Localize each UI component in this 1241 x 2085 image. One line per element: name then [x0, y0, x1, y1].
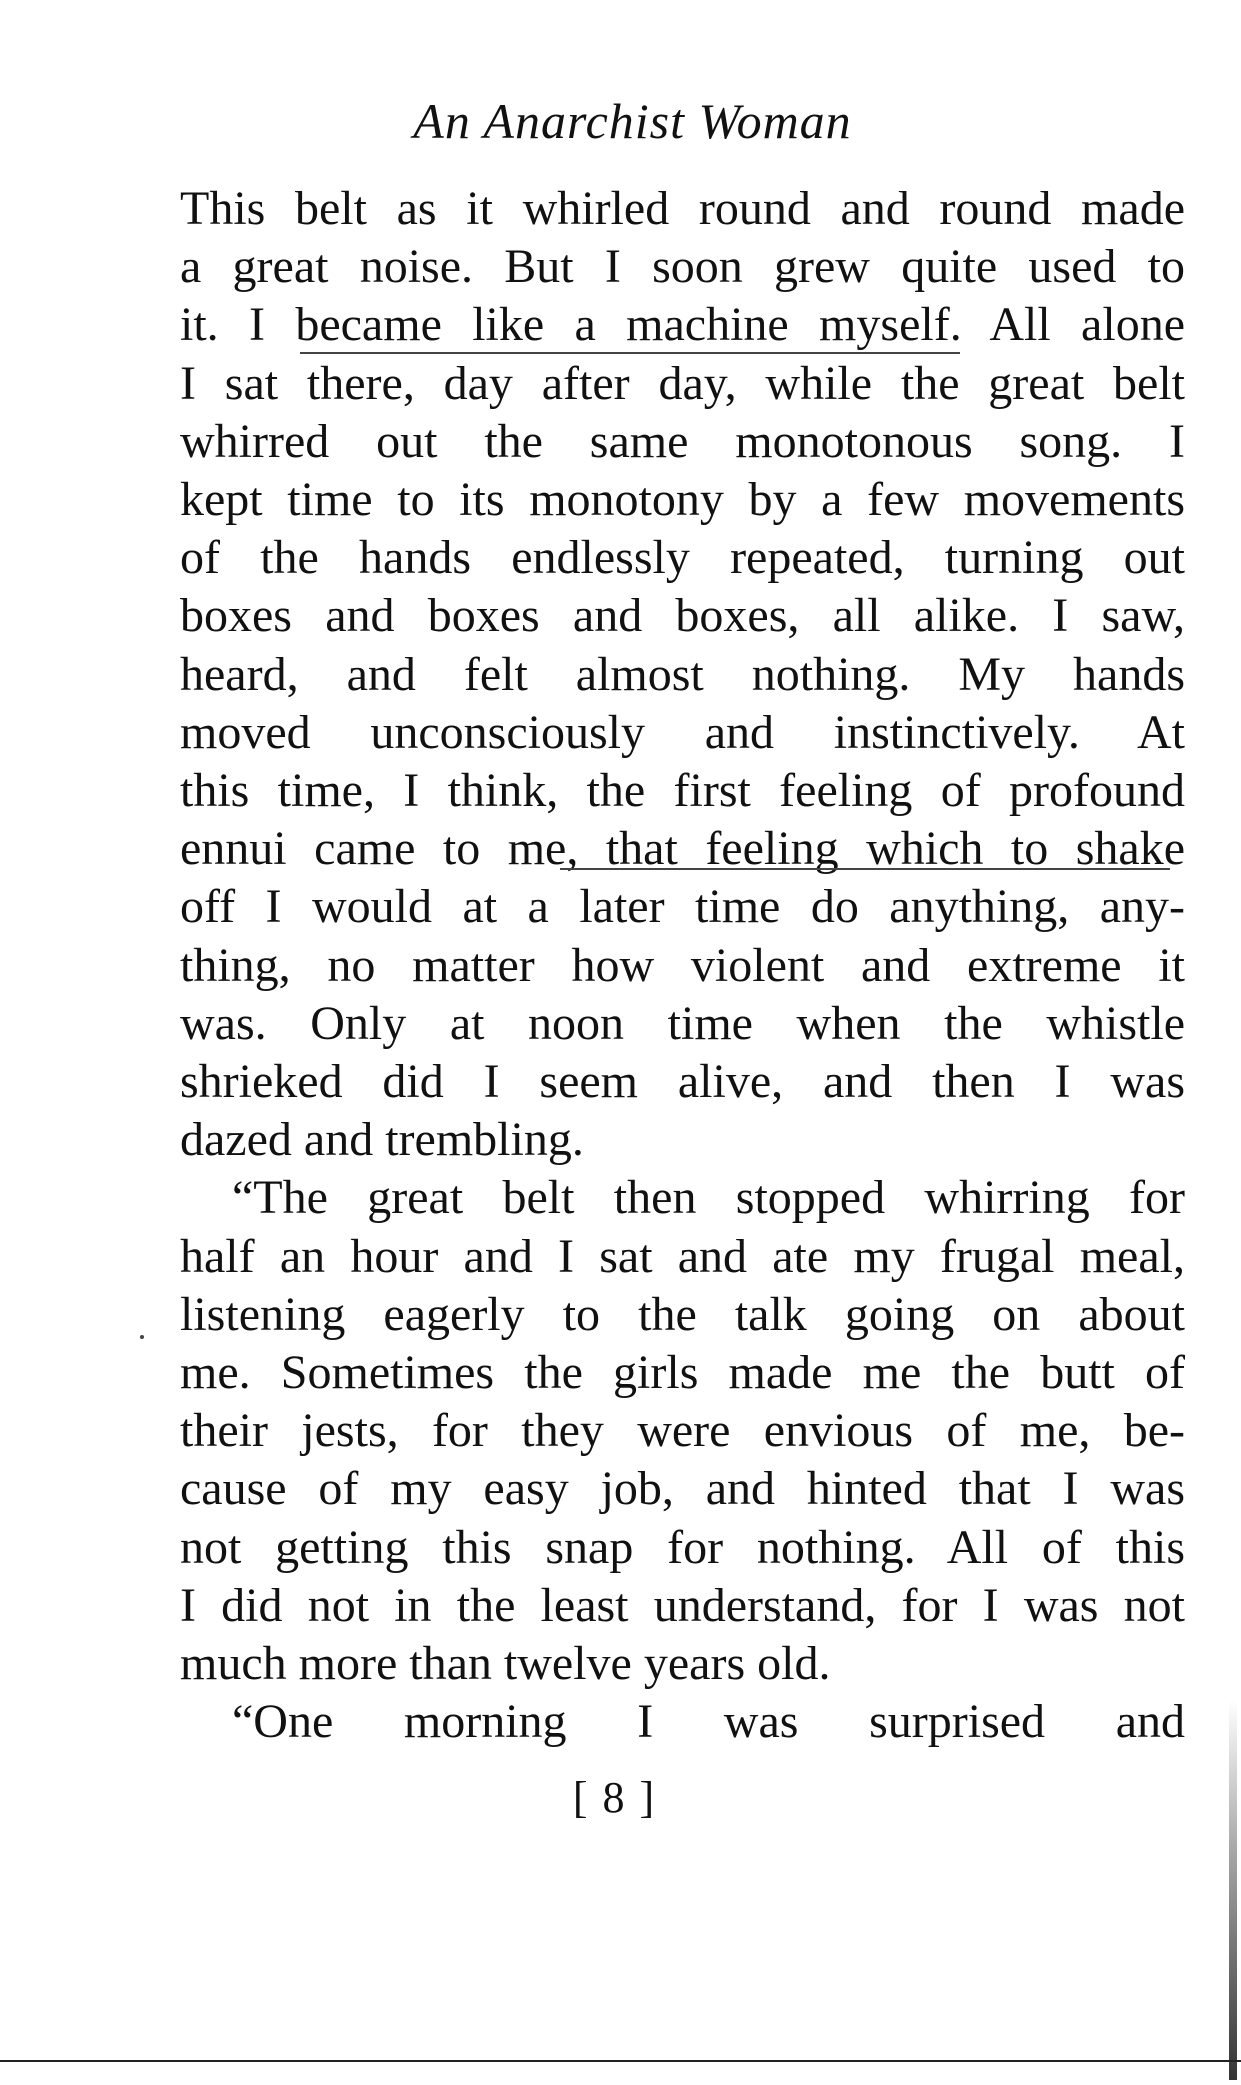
- text-line: boxes and boxes and boxes, all alike. I saw,: [180, 589, 1185, 643]
- page-edge-shadow: [1229, 1700, 1237, 2080]
- text-line: I sat there, day after day, while the great belt: [180, 356, 1185, 410]
- paragraph-end-line: much more than twelve years old.: [180, 1637, 831, 1691]
- paragraph-end-line: dazed and trembling.: [180, 1113, 584, 1167]
- text-line: their jests, for they were envious of me, be-: [180, 1404, 1185, 1458]
- page-body: [180, 180, 1185, 1751]
- text-line: kept time to its monotony by a few movements: [180, 473, 1185, 527]
- text-line: heard, and felt almost nothing. My hands: [180, 647, 1185, 701]
- text-line: I did not in the least understand, for I was not: [180, 1578, 1185, 1632]
- text-line: whirred out the same monotonous song. I: [180, 414, 1185, 468]
- text-line: it. I became like a machine myself. All alone: [180, 298, 1185, 352]
- paragraph-start-line: “The great belt then stopped whirring for: [232, 1171, 1185, 1225]
- text-line: listening eagerly to the talk going on about: [180, 1287, 1185, 1341]
- text-line: not getting this snap for nothing. All of this: [180, 1520, 1185, 1574]
- scan-speck: [140, 1335, 144, 1339]
- scan-bottom-edge: [0, 2060, 1241, 2062]
- text-line: moved unconsciously and instinctively. At: [180, 705, 1185, 759]
- text-line: off I would at a later time do anything, any-: [180, 880, 1185, 934]
- running-title: An Anarchist Woman: [413, 93, 852, 149]
- text-line: me. Sometimes the girls made me the butt of: [180, 1346, 1185, 1400]
- text-line: was. Only at noon time when the whistle: [180, 996, 1185, 1050]
- page-number: [ 8 ]: [572, 1773, 657, 1822]
- pencil-underline: [300, 352, 960, 354]
- pencil-underline: [560, 868, 1170, 870]
- paragraph-start-line: “One morning I was surprised and: [232, 1695, 1185, 1749]
- text-line: this time, I think, the first feeling of profound: [180, 764, 1185, 818]
- text-line: of the hands endlessly repeated, turning out: [180, 531, 1185, 585]
- text-line: a great noise. But I soon grew quite used to: [180, 240, 1185, 294]
- text-line: half an hour and I sat and ate my frugal meal,: [180, 1229, 1185, 1283]
- text-line: thing, no matter how violent and extreme it: [180, 938, 1185, 992]
- text-line: This belt as it whirled round and round made: [180, 182, 1185, 235]
- text-line: shrieked did I seem alive, and then I was: [180, 1055, 1185, 1109]
- text-line: cause of my easy job, and hinted that I was: [180, 1462, 1185, 1516]
- text-line: ennui came to me, that feeling which to shake: [180, 822, 1185, 876]
